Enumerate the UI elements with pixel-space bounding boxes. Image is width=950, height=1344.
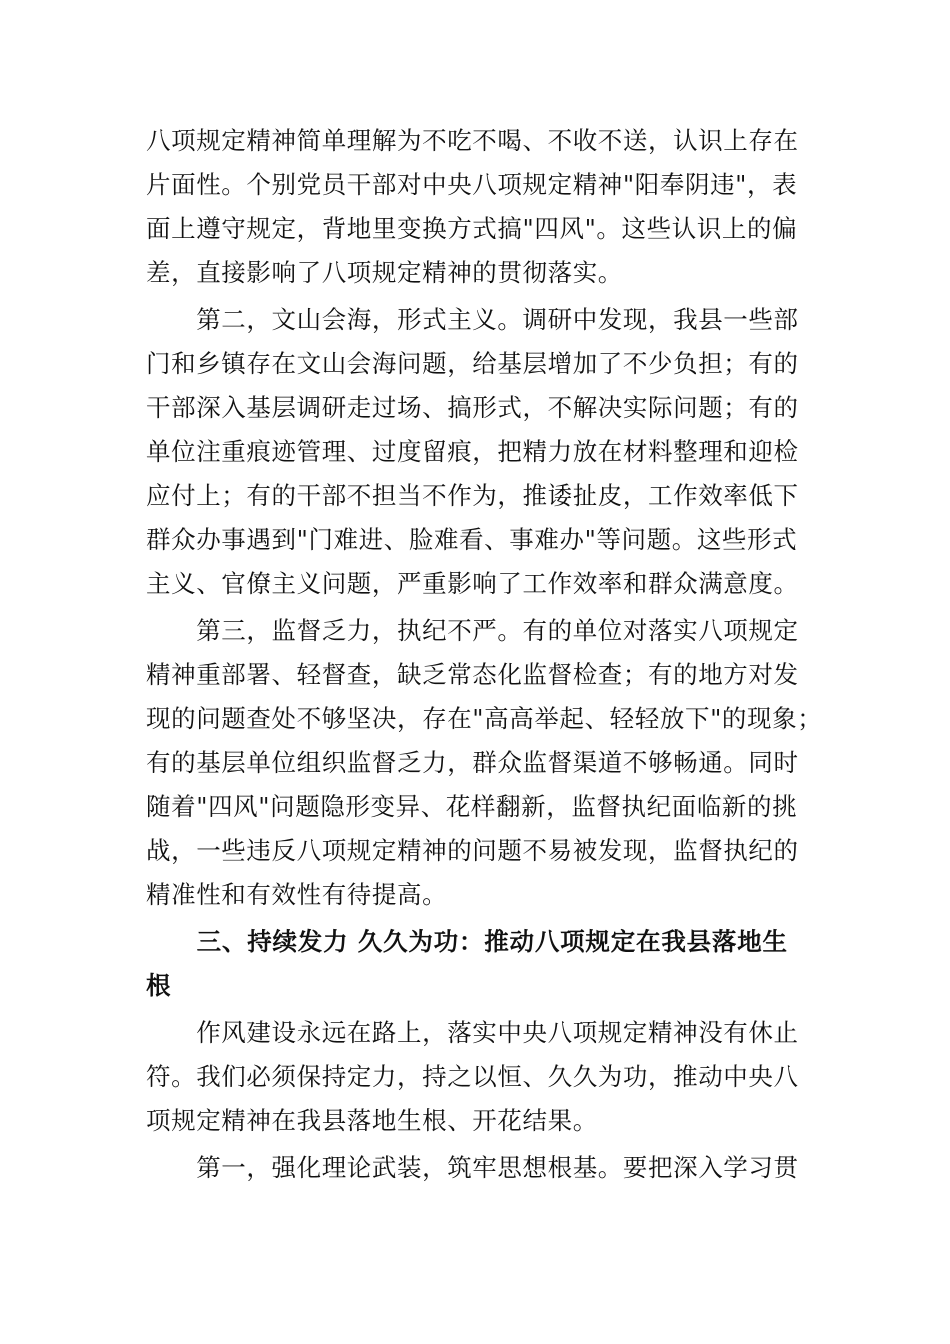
text-line: 精神重部署、轻督查，缺乏常态化监督检查；有的地方对发 (146, 660, 799, 689)
text-line: 八项规定精神简单理解为不吃不喝、不收不送，认识上存在 (146, 126, 799, 155)
text-line: 门和乡镇存在文山会海问题，给基层增加了不少负担；有的 (146, 349, 799, 378)
text-line: 面上遵守规定，背地里变换方式搞"四风"。这些认识上的偏 (146, 214, 798, 243)
text-line: 随着"四风"问题隐形变异、花样翻新，监督执纪面临新的挑 (146, 792, 798, 821)
text-line: 战，一些违反八项规定精神的问题不易被发现，监督执纪的 (146, 836, 799, 865)
paragraph-start-line: 作风建设永远在路上，落实中央八项规定精神没有休止 (146, 1018, 799, 1047)
text-line: 现的问题查处不够坚决，存在"高高举起、轻轻放下"的现象； (146, 704, 823, 733)
paragraph-start-line: 第一，强化理论武装，筑牢思想根基。要把深入学习贯 (146, 1153, 799, 1182)
text-line: 片面性。个别党员干部对中央八项规定精神"阳奉阴违"，表 (146, 170, 798, 199)
text-line: 群众办事遇到"门难进、脸难看、事难办"等问题。这些形式 (146, 525, 798, 554)
text-line: 项规定精神在我县落地生根、开花结果。 (146, 1106, 598, 1135)
text-line: 应付上；有的干部不担当不作为，推诿扯皮，工作效率低下 (146, 481, 799, 510)
text-line: 主义、官僚主义问题，严重影响了工作效率和群众满意度。 (146, 569, 799, 598)
paragraph-start-line: 第二，文山会海，形式主义。调研中发现，我县一些部 (146, 305, 799, 334)
text-line: 有的基层单位组织监督乏力，群众监督渠道不够畅通。同时 (146, 748, 799, 777)
section-heading: 三、持续发力 久久为功：推动八项规定在我县落地生 (146, 927, 788, 956)
text-line: 干部深入基层调研走过场、搞形式，不解决实际问题；有的 (146, 393, 799, 422)
text-line: 精准性和有效性有待提高。 (146, 880, 448, 909)
text-line: 差，直接影响了八项规定精神的贯彻落实。 (146, 258, 623, 287)
section-heading-continued: 根 (146, 971, 172, 1000)
paragraph-start-line: 第三，监督乏力，执纪不严。有的单位对落实八项规定 (146, 616, 799, 645)
text-line: 符。我们必须保持定力，持之以恒、久久为功，推动中央八 (146, 1062, 799, 1091)
text-line: 单位注重痕迹管理、过度留痕，把精力放在材料整理和迎检 (146, 437, 799, 466)
